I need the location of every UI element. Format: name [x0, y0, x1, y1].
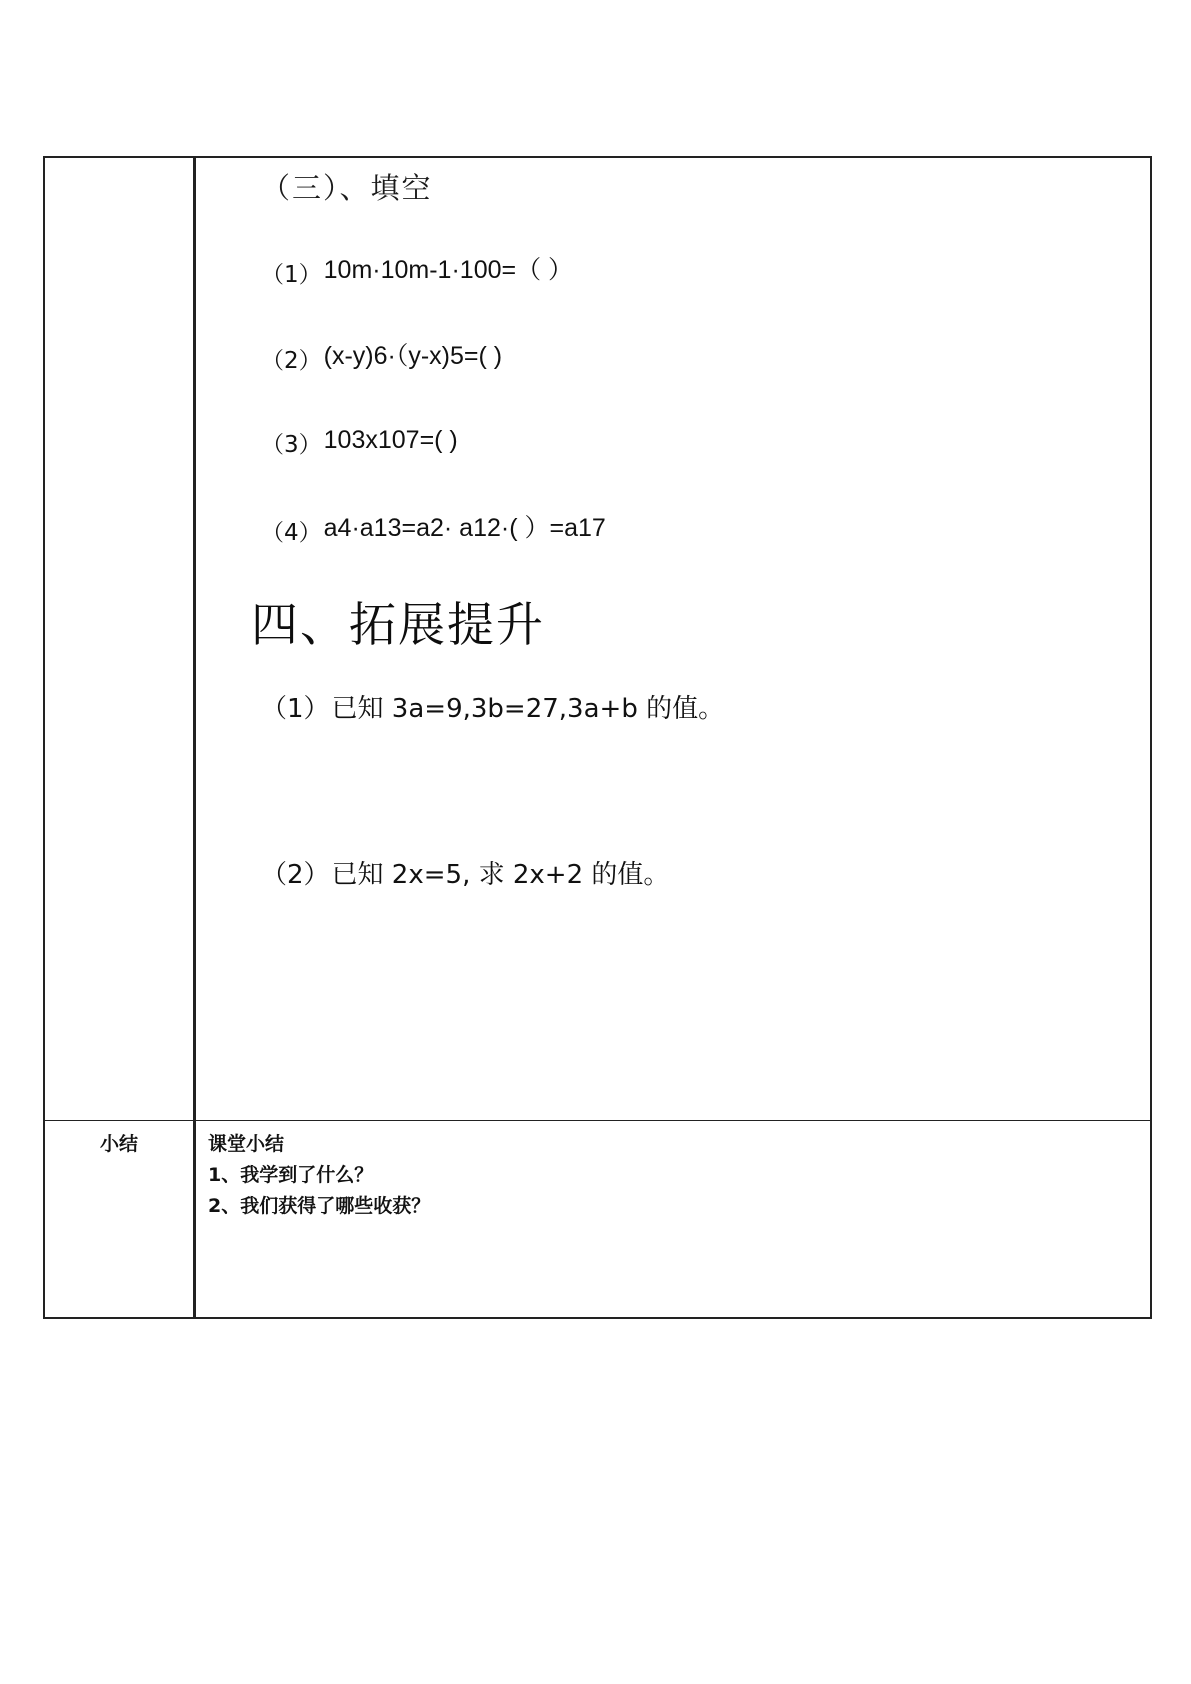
- summary-item: 2、我们获得了哪些收获？: [208, 1195, 431, 1217]
- question-expression: 103x107=( ): [323, 426, 458, 454]
- question-expression: 10m·10m-1·100=（ ）: [323, 256, 574, 284]
- lesson-table: [43, 156, 1152, 1319]
- question-text: 已知 3a=9,3b=27,3a+b 的值。: [331, 694, 725, 724]
- question-number: （2）: [261, 860, 330, 890]
- fill-section-title: （三）、填空: [261, 171, 433, 205]
- summary-cell: [208, 1121, 430, 1222]
- question-number: （1）: [261, 694, 330, 724]
- fill-question-1: [261, 250, 573, 286]
- extend-question-1: [261, 688, 724, 725]
- summary-item: 1、我学到了什么？: [208, 1164, 374, 1186]
- question-text: 已知 2x=5, 求 2x+2 的值。: [331, 860, 670, 890]
- question-number: （1）: [261, 262, 322, 288]
- fill-question-3: [261, 422, 458, 458]
- exercise-cell: [196, 158, 1150, 1120]
- question-expression: (x-y)6·（y-x)5=( ): [323, 342, 503, 370]
- question-number: （2）: [261, 348, 322, 374]
- question-expression: a4·a13=a2· a12·( ）=a17: [323, 514, 606, 542]
- extend-question-2: [261, 854, 669, 891]
- summary-label: 小结: [99, 1133, 138, 1155]
- summary-title: 课堂小结: [208, 1133, 285, 1155]
- fill-question-4: [261, 508, 606, 544]
- question-number: （4）: [261, 520, 322, 546]
- extend-section-heading: 四、拓展提升: [251, 598, 545, 653]
- fill-question-2: [261, 336, 502, 372]
- question-number: （3）: [261, 432, 322, 458]
